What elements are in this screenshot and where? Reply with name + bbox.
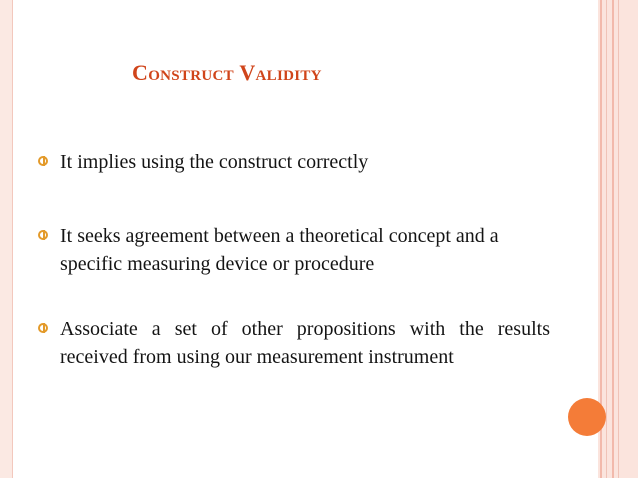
bullet-text: It seeks agreement between a theoretical concept and a specific measuring device or procedure (60, 225, 499, 275)
ring-bullet-icon (38, 230, 48, 240)
right-stripe (612, 0, 614, 478)
ring-bullet-icon (38, 156, 48, 166)
bullet-item (38, 222, 550, 278)
slide-title: Construct Validity (132, 60, 322, 85)
right-stripe (606, 0, 607, 478)
left-decorative-band (0, 0, 12, 478)
bullet-item (38, 315, 550, 371)
orange-circle-decoration (568, 398, 606, 436)
right-stripe (618, 0, 619, 478)
bullet-list (38, 148, 550, 371)
bullet-text: Associate a set of other propositions with the results received from using our measurement instrument (60, 318, 550, 368)
bullet-item (38, 148, 550, 176)
ring-bullet-icon (38, 323, 48, 333)
left-decorative-line (12, 0, 13, 478)
bullet-text: It implies using the construct correctly (60, 151, 369, 173)
